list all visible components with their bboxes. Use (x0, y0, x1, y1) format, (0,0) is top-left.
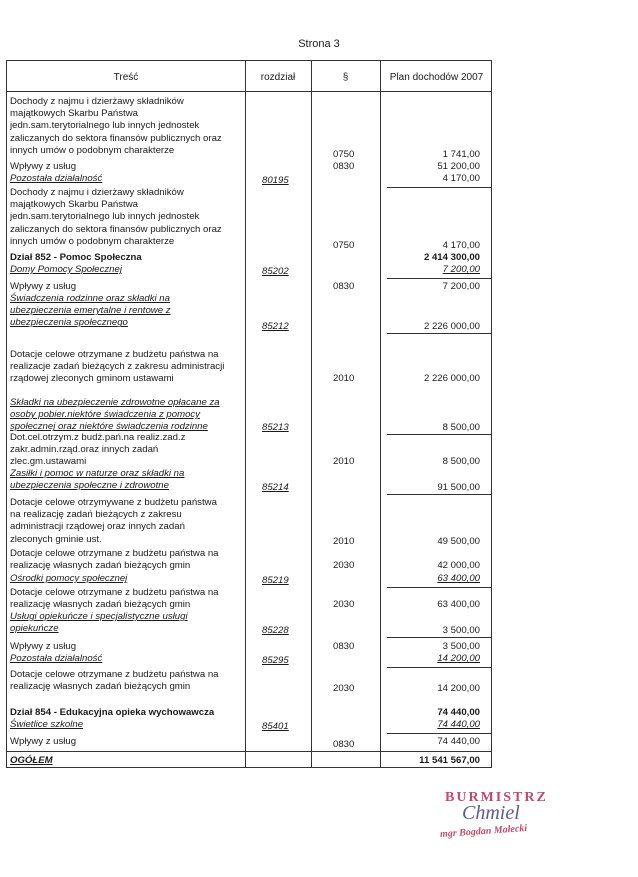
subtotal-underline (387, 434, 491, 435)
row-plan-value: 49 500,00 (437, 536, 480, 547)
row-plan-value: 4 170,00 (442, 240, 480, 251)
row-plan-value: 74 440,00 (437, 736, 480, 747)
row-paragraf: 0750 (333, 240, 355, 251)
row-plan-value: 74 440,00 (437, 707, 480, 718)
subtotal-underline (387, 587, 491, 588)
subtotal-underline (387, 667, 491, 668)
row-plan-value: 7 200,00 (442, 264, 480, 275)
row-description: Pozostała działalność (10, 173, 103, 184)
row-description: Dział 852 - Pomoc Społeczna (10, 252, 142, 263)
row-description: Wpływy z usług (10, 736, 77, 747)
row-plan-value: 42 000,00 (437, 560, 480, 571)
row-rozdzial: 85401 (262, 721, 289, 732)
signature: Chmiel (462, 802, 520, 824)
row-description: Dotacje celowe otrzymane z budżetu państwa na realizacje zadań bieżących z zakresu administracji rządowej zleconych gminom ustawami (10, 349, 225, 385)
header-tresc: Treść (113, 72, 139, 83)
row-description: Wpływy z usług (10, 281, 77, 292)
total-value: 11 541 567,00 (419, 755, 480, 766)
subtotal-underline (387, 733, 491, 734)
row-plan-value: 8 500,00 (442, 422, 480, 433)
row-paragraf: 2030 (333, 683, 355, 694)
row-plan-value: 91 500,00 (437, 482, 480, 493)
row-plan-value: 1 741,00 (442, 149, 480, 160)
row-paragraf: 2010 (333, 456, 355, 467)
row-rozdzial: 80195 (262, 175, 289, 186)
row-description: Dochody z najmu i dzierżawy składników majątkowych Skarbu Państwa jedn.sam.terytorialnego lub innych jednostek zaliczanych do sektora finansów publicznych oraz innych umów o podobnym charakterze (10, 96, 222, 156)
row-paragraf: 2030 (333, 560, 355, 571)
row-rozdzial: 85295 (262, 655, 289, 666)
row-plan-value: 2 414 300,00 (423, 252, 480, 263)
column-divider (311, 61, 312, 767)
row-description: Usługi opiekuńcze i specjalistyczne usługi opiekuńcze (10, 611, 188, 635)
row-plan-value: 14 200,00 (437, 683, 480, 694)
header-paragraf: § (342, 72, 349, 83)
stamp-title: BURMISTRZ (445, 790, 548, 805)
row-plan-value: 2 226 000,00 (423, 373, 480, 384)
row-plan-value: 51 200,00 (437, 161, 480, 172)
row-plan-value: 3 500,00 (442, 625, 480, 636)
row-description: Zasiłki i pomoc w naturze oraz składki na ubezpieczenia społeczne i zdrowotne (10, 468, 185, 492)
row-description: Świadczenia rodzinne oraz składki na ubezpieczenia emerytalne i rentowe z ubezpieczenia społecznego (10, 293, 171, 329)
row-description: Świetlice szkolne (10, 719, 84, 730)
row-plan-value: 74 440,00 (437, 719, 480, 730)
row-plan-value: 7 200,00 (442, 281, 480, 292)
subtotal-underline (387, 278, 491, 279)
row-paragraf: 2030 (333, 599, 355, 610)
row-paragraf: 2010 (333, 373, 355, 384)
revenue-table (6, 60, 492, 768)
row-paragraf: 0830 (333, 641, 355, 652)
row-description: Pozostała działalność (10, 653, 103, 664)
row-description: Dotacje celowe otrzymane z budżetu państwa na realizację własnych zadań bieżących gmin (10, 669, 219, 693)
row-plan-value: 3 500,00 (442, 641, 480, 652)
header-rozdzial: rozdział (260, 72, 296, 83)
row-description: Składki na ubezpieczenie zdrowotne opłacane za osoby pobier.niektóre świadczenia z pomocy społecznej oraz niektóre świadczenia rodzinne (10, 397, 220, 433)
row-paragraf: 2010 (333, 536, 355, 547)
subtotal-underline (387, 187, 491, 188)
row-rozdzial: 85228 (262, 625, 289, 636)
row-description: Dział 854 - Edukacyjna opieka wychowawcza (10, 707, 215, 718)
total-label: OGÓŁEM (10, 755, 53, 766)
row-plan-value: 8 500,00 (442, 456, 480, 467)
subtotal-underline (387, 494, 491, 495)
total-divider (7, 751, 491, 752)
row-paragraf: 0830 (333, 281, 355, 292)
header-plan: Plan dochodów 2007 (389, 72, 484, 83)
row-description: Ośrodki pomocy społecznej (10, 573, 128, 584)
row-description: Dochody z najmu i dzierżawy składników majątkowych Skarbu Państwa jedn.sam.terytorialnego lub innych jednostek zaliczanych do sektora finansów publicznych oraz innych umów o podobnym charakterze (10, 187, 222, 247)
page-number: Strona 3 (298, 38, 340, 50)
subtotal-underline (387, 333, 491, 334)
row-description: Dotacje celowe otrzymane z budżetu państwa na realizację własnych zadań bieżących gmin (10, 548, 219, 572)
stamp-name: mgr Bogdan Małecki (439, 822, 528, 841)
row-plan-value: 14 200,00 (437, 653, 480, 664)
row-description: Dotacje celowe otrzymane z budżetu państwa na realizację własnych zadań bieżących gmin (10, 587, 219, 611)
row-rozdzial: 85214 (262, 482, 289, 493)
row-plan-value: 63 400,00 (437, 573, 480, 584)
row-description: Domy Pomocy Społecznej (10, 264, 122, 275)
row-description: Dot.cel.otrzym.z budż.pań.na realiz.zad.z zakr.admin.rząd.oraz innych zadań zlec.gm.ustawami (10, 432, 186, 468)
row-plan-value: 63 400,00 (437, 599, 480, 610)
row-description: Wpływy z usług (10, 641, 77, 652)
row-description: Dotacje celowe otrzymywane z budżetu państwa na realizację zadań bieżących z zakresu administracji rządowej oraz innych zadań zleconych gminie ust. (10, 497, 217, 545)
subtotal-underline (387, 637, 491, 638)
row-rozdzial: 85213 (262, 422, 289, 433)
row-rozdzial: 85219 (262, 575, 289, 586)
row-plan-value: 2 226 000,00 (423, 321, 480, 332)
row-paragraf: 0750 (333, 149, 355, 160)
row-rozdzial: 85212 (262, 321, 289, 332)
header-divider (7, 91, 491, 92)
row-paragraf: 0830 (333, 161, 355, 172)
row-paragraf: 0830 (333, 739, 355, 750)
column-divider (245, 61, 246, 767)
row-plan-value: 4 170,00 (442, 173, 480, 184)
row-rozdzial: 85202 (262, 266, 289, 277)
row-description: Wpływy z usług (10, 161, 77, 172)
